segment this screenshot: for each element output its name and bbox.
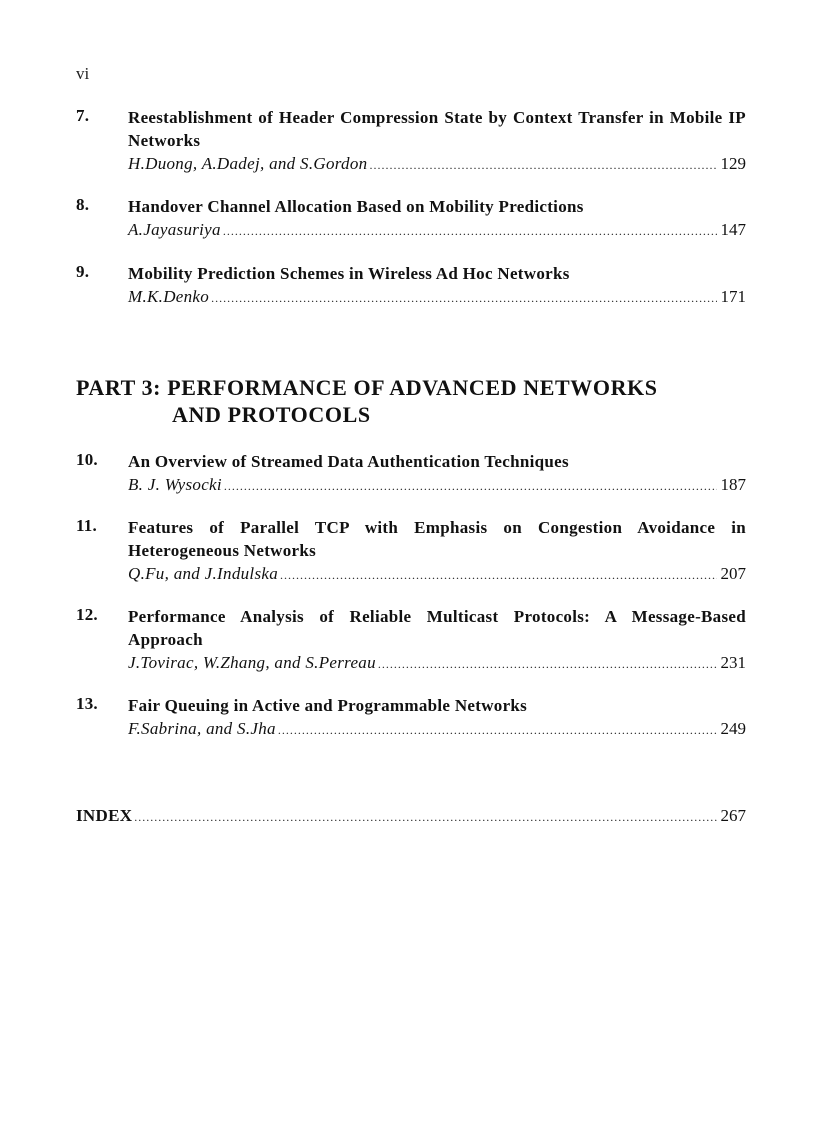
entry-author-line [128,651,746,676]
entry-author-line [128,218,746,243]
entry-authors: Q.Fu, and J.Indulska [128,564,279,583]
part-heading [76,374,756,428]
index-label: INDEX [76,806,133,825]
entry-title: Reestablishment of Header Compression State by Context Transfer in Mobile IP Networks [128,108,746,150]
entry-number: 8. [76,195,90,214]
page-number: vi [76,64,90,83]
entry-title: Handover Channel Allocation Based on Mobility Predictions [128,197,584,216]
part-heading-line-2: AND PROTOCOLS [172,402,371,427]
entry-number: 9. [76,262,90,281]
entry-page-number: 147 [720,220,746,239]
entry-page-number: 129 [720,154,746,173]
toc-entry-11 [76,516,746,587]
entry-title: Performance Analysis of Reliable Multicast Protocols: A Message-Based Approach [128,607,746,649]
entry-page-number: 231 [720,653,746,672]
entry-authors: H.Duong, A.Dadej, and S.Gordon [128,154,368,173]
toc-entry-8 [76,195,746,243]
entry-title: Features of Parallel TCP with Emphasis on Congestion Avoidance in Heterogeneous Networks [128,518,746,560]
index-page-number: 267 [720,806,746,825]
toc-entry-9 [76,262,746,310]
dot-leader [223,220,717,243]
entry-number: 7. [76,106,90,125]
toc-entry-7 [76,106,746,177]
entry-number: 12. [76,605,98,624]
dot-leader [224,475,717,498]
dot-leader [369,154,716,177]
part-heading-line-1: PART 3: PERFORMANCE OF ADVANCED NETWORKS [76,375,658,400]
index-line [76,804,746,829]
entry-page-number: 171 [720,287,746,306]
toc-entry-13 [76,694,746,742]
entry-number: 11. [76,516,97,535]
dot-leader [211,287,716,310]
entry-author-line [128,473,746,498]
entry-author-line [128,717,746,742]
entry-title: An Overview of Streamed Data Authentication Techniques [128,452,569,471]
entry-authors: J.Tovirac, W.Zhang, and S.Perreau [128,653,376,672]
entry-number: 13. [76,694,98,713]
dot-leader [134,806,716,829]
entry-title: Mobility Prediction Schemes in Wireless Ad Hoc Networks [128,264,570,283]
entry-authors: B. J. Wysocki [128,475,222,494]
entry-page-number: 207 [720,564,746,583]
entry-authors: F.Sabrina, and S.Jha [128,719,276,738]
toc-entry-index [76,804,746,829]
dot-leader [280,564,716,587]
entry-page-number: 249 [720,719,746,738]
toc-entry-10 [76,450,746,498]
entry-authors: M.K.Denko [128,287,210,306]
dot-leader [378,653,717,676]
entry-author-line [128,152,746,177]
entry-page-number: 187 [720,475,746,494]
dot-leader [278,719,717,742]
entry-title: Fair Queuing in Active and Programmable Networks [128,696,528,715]
entry-authors: A.Jayasuriya [128,220,221,239]
toc-entry-12 [76,605,746,676]
entry-author-line [128,285,746,310]
entry-author-line [128,562,746,587]
entry-number: 10. [76,450,98,469]
